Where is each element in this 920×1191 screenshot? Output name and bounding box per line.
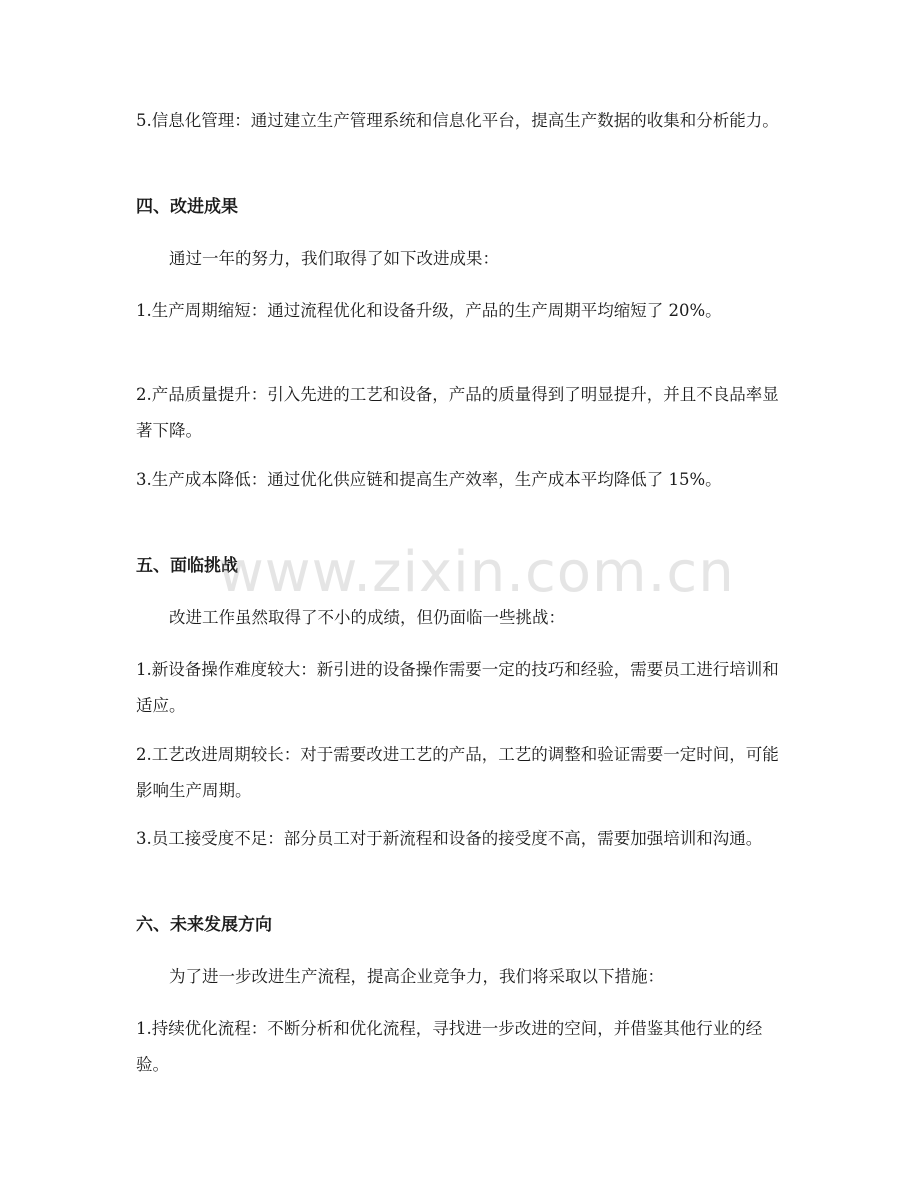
paragraph-result-cycle: 1.生产周期缩短：通过流程优化和设备升级，产品的生产周期平均缩短了 20%。 xyxy=(136,301,722,320)
watermark: www.zixin.com.cn xyxy=(218,540,735,605)
paragraph-result-quality: 2.产品质量提升：引入先进的工艺和设备，产品的质量得到了明显提升，并且不良品率显著下降。 xyxy=(136,385,779,440)
section-heading-challenges: 五、面临挑战 xyxy=(136,556,238,576)
paragraph-challenge-acceptance: 3.员工接受度不足：部分员工对于新流程和设备的接受度不高，需要加强培训和沟通。 xyxy=(136,829,763,848)
paragraph-challenge-process: 2.工艺改进周期较长：对于需要改进工艺的产品，工艺的调整和验证需要一定时间，可能影响生产周期。 xyxy=(136,745,779,800)
paragraph-info-management: 5.信息化管理：通过建立生产管理系统和信息化平台，提高生产数据的收集和分析能力。 xyxy=(136,111,779,130)
section-intro-challenges: 改进工作虽然取得了不小的成绩，但仍面临一些挑战： xyxy=(169,608,565,627)
section-heading-future: 六、未来发展方向 xyxy=(136,915,272,935)
section-intro-future: 为了进一步改进生产流程，提高企业竞争力，我们将采取以下措施： xyxy=(169,967,664,986)
paragraph-future-optimize: 1.持续优化流程：不断分析和优化流程，寻找进一步改进的空间，并借鉴其他行业的经验。 xyxy=(136,1019,763,1074)
paragraph-result-cost: 3.生产成本降低：通过优化供应链和提高生产效率，生产成本平均降低了 15%。 xyxy=(136,470,722,489)
section-heading-results: 四、改进成果 xyxy=(136,197,238,217)
section-intro-results: 通过一年的努力，我们取得了如下改进成果： xyxy=(169,249,499,268)
paragraph-challenge-equipment: 1.新设备操作难度较大：新引进的设备操作需要一定的技巧和经验，需要员工进行培训和适应。 xyxy=(136,660,779,715)
